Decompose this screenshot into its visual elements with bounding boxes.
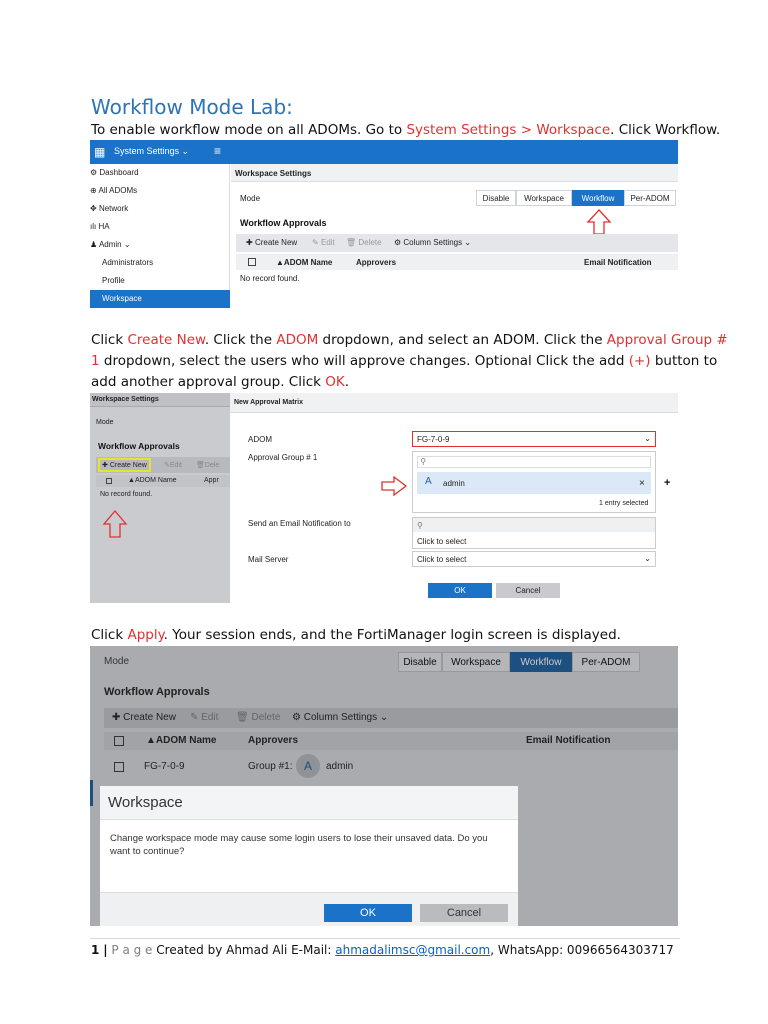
- email-link[interactable]: ahmadalimsc@gmail.com: [335, 943, 491, 957]
- dimmed-left-panel: [90, 393, 230, 603]
- sidebar-item-dashboard[interactable]: ⚙ Dashboard: [90, 168, 139, 177]
- left-select-all-checkbox[interactable]: [106, 478, 112, 484]
- cancel-button[interactable]: Cancel: [420, 904, 508, 922]
- delete-button[interactable]: 🗑 Delete: [236, 712, 281, 723]
- footer: 1 | P a g e Created by Ahmad Ali E-Mail: ahmadalimsc@gmail.com, WhatsApp: 00966564303717: [91, 943, 674, 957]
- entry-count: 1 entry selected: [599, 500, 649, 507]
- paragraph-1: To enable workflow mode on all ADOMs. Go to System Settings > Workspace. Click Workflow.: [91, 122, 721, 138]
- workflow-approvals-title: Workflow Approvals: [240, 218, 327, 228]
- workspace-dialog: [100, 786, 518, 926]
- select-all-checkbox[interactable]: [248, 258, 256, 266]
- page-word: P a g e: [111, 943, 153, 957]
- dialog-title: New Approval Matrix: [234, 399, 303, 406]
- edit-button[interactable]: ✎ Edit: [190, 712, 219, 723]
- column-email-notification[interactable]: Email Notification: [584, 258, 652, 267]
- row-checkbox[interactable]: [114, 762, 124, 772]
- mode-disable-button[interactable]: Disable: [476, 190, 516, 206]
- sidebar-item-network[interactable]: ✥ Network: [90, 204, 129, 213]
- user-avatar: A: [296, 754, 320, 778]
- empty-table-message: No record found.: [240, 274, 300, 283]
- left-panel-title: Workspace Settings: [92, 396, 159, 403]
- adom-label: ADOM: [248, 435, 272, 444]
- select-all-checkbox[interactable]: [114, 736, 124, 746]
- add-group-button[interactable]: +: [664, 477, 671, 489]
- footer-author: Created by Ahmad Ali E-Mail:: [156, 943, 332, 957]
- row-user: admin: [326, 761, 354, 772]
- create-new-button[interactable]: ✚ Create New: [112, 712, 176, 723]
- doc-title: Workflow Mode Lab:: [91, 95, 293, 119]
- approval-search-field[interactable]: ⚲: [417, 456, 651, 468]
- left-delete-button[interactable]: 🗑Dele: [196, 462, 220, 469]
- ok-button[interactable]: OK: [324, 904, 412, 922]
- sidebar-item-ha[interactable]: ılı HA: [90, 222, 110, 231]
- left-edit-button[interactable]: ✎Edit: [164, 462, 182, 469]
- selected-user-row[interactable]: [417, 472, 651, 494]
- delete-button[interactable]: 🗑 Delete: [346, 238, 382, 247]
- chevron-down-icon: ⌄: [644, 434, 651, 443]
- sidebar-item-admin[interactable]: ♟ Admin ⌄: [90, 240, 131, 249]
- toolbar: [236, 234, 678, 252]
- table-header: [104, 732, 678, 750]
- left-col-adom: ▲ADOM Name: [128, 477, 177, 484]
- left-empty-message: No record found.: [100, 491, 153, 498]
- mode-workspace-button[interactable]: Workspace: [442, 652, 510, 672]
- mode-disable-button[interactable]: Disable: [398, 652, 442, 672]
- workflow-approvals-title: Workflow Approvals: [104, 686, 210, 698]
- column-settings-button[interactable]: ⚙ Column Settings ⌄: [292, 712, 389, 723]
- approval-group-label: Approval Group # 1: [248, 453, 318, 462]
- table-header: [236, 254, 678, 270]
- create-new-button[interactable]: ✚ Create New: [246, 238, 298, 247]
- panel-title: Workspace Settings: [235, 169, 312, 178]
- toolbar: [104, 708, 678, 728]
- screenshot-workspace-settings: [90, 140, 678, 308]
- mode-workspace-button[interactable]: Workspace: [516, 190, 572, 206]
- mode-per-adom-button[interactable]: Per-ADOM: [572, 652, 640, 672]
- mode-label: Mode: [240, 194, 261, 203]
- column-approvers[interactable]: Approvers: [356, 258, 397, 267]
- red-arrow-up-icon: [102, 509, 128, 539]
- user-avatar: A: [425, 476, 432, 487]
- footer-divider: [90, 938, 680, 939]
- dialog-title: Workspace: [108, 794, 183, 811]
- left-workflow-approvals: Workflow Approvals: [98, 441, 180, 451]
- mail-server-label: Mail Server: [248, 555, 289, 564]
- column-email-notification[interactable]: Email Notification: [526, 735, 611, 746]
- cancel-button[interactable]: Cancel: [496, 583, 560, 598]
- top-bar: [90, 140, 678, 164]
- sidebar-item-profile[interactable]: Profile: [102, 276, 125, 285]
- sidebar-item-administrators[interactable]: Administrators: [102, 258, 154, 267]
- left-col-approvers: Appr: [204, 477, 219, 484]
- adom-dropdown[interactable]: FG-7-0-9 ⌄: [412, 431, 656, 447]
- sidebar-item-workspace[interactable]: Workspace: [90, 290, 230, 308]
- red-arrow-up-icon: [586, 208, 612, 236]
- paragraph-3: Click Apply. Your session ends, and the FortiManager login screen is displayed.: [91, 627, 621, 643]
- column-adom-name[interactable]: ▲ADOM Name: [146, 735, 217, 746]
- row-group: Group #1:: [248, 761, 293, 772]
- create-new-button-highlighted[interactable]: ✚ Create New: [98, 458, 151, 472]
- email-click-to-select[interactable]: Click to select: [417, 537, 467, 546]
- system-settings-link-text: System Settings > Workspace: [406, 122, 611, 138]
- ok-button[interactable]: OK: [428, 583, 492, 598]
- mode-per-adom-button[interactable]: Per-ADOM: [624, 190, 676, 206]
- screenshot-workspace-confirm: [90, 646, 678, 926]
- footer-whatsapp: , WhatsApp: 00966564303717: [490, 943, 674, 957]
- edit-button[interactable]: ✎ Edit: [312, 238, 335, 247]
- page-number: 1: [91, 943, 100, 957]
- mail-server-dropdown[interactable]: Click to select ⌄: [412, 551, 656, 567]
- fortinet-logo-icon: ▦: [94, 145, 106, 159]
- column-adom-name[interactable]: ▲ADOM Name: [276, 258, 333, 267]
- sidebar: [90, 164, 230, 308]
- left-mode-label: Mode: [96, 419, 114, 426]
- approval-group-dropdown[interactable]: [412, 451, 656, 513]
- panel-header: [231, 164, 678, 182]
- email-notification-field[interactable]: ⚲ Click to select: [412, 517, 656, 549]
- paragraph-2: Click Create New. Click the ADOM dropdown, and select an ADOM. Click the Approval Group # 1 dropdown, select the users who will approve changes. Optional Click the add (+) button to add another approval group. Click OK.: [91, 332, 728, 390]
- email-notification-label: Send an Email Notification to: [248, 519, 351, 528]
- column-approvers[interactable]: Approvers: [248, 735, 299, 746]
- red-arrow-right-icon: [380, 476, 408, 496]
- mode-label: Mode: [104, 656, 130, 667]
- row-adom: FG-7-0-9: [144, 761, 185, 772]
- user-name: admin: [443, 479, 465, 488]
- chevron-down-icon: ⌄: [644, 554, 651, 563]
- hamburger-menu-icon[interactable]: ≡: [214, 144, 222, 158]
- table-row[interactable]: [104, 754, 678, 778]
- sidebar-item-all-adoms[interactable]: ⊕ All ADOMs: [90, 186, 138, 195]
- mode-workflow-button[interactable]: Workflow: [572, 190, 624, 206]
- mode-workflow-button[interactable]: Workflow: [510, 652, 572, 672]
- dialog-message: Change workspace mode may cause some login users to lose their unsaved data. Do you want to continue?: [110, 833, 488, 857]
- screenshot-new-approval-matrix: [90, 393, 678, 603]
- system-settings-menu[interactable]: System Settings ⌄: [114, 146, 190, 156]
- remove-user-icon[interactable]: ×: [639, 478, 645, 489]
- column-settings-button[interactable]: ⚙ Column Settings ⌄: [394, 238, 472, 247]
